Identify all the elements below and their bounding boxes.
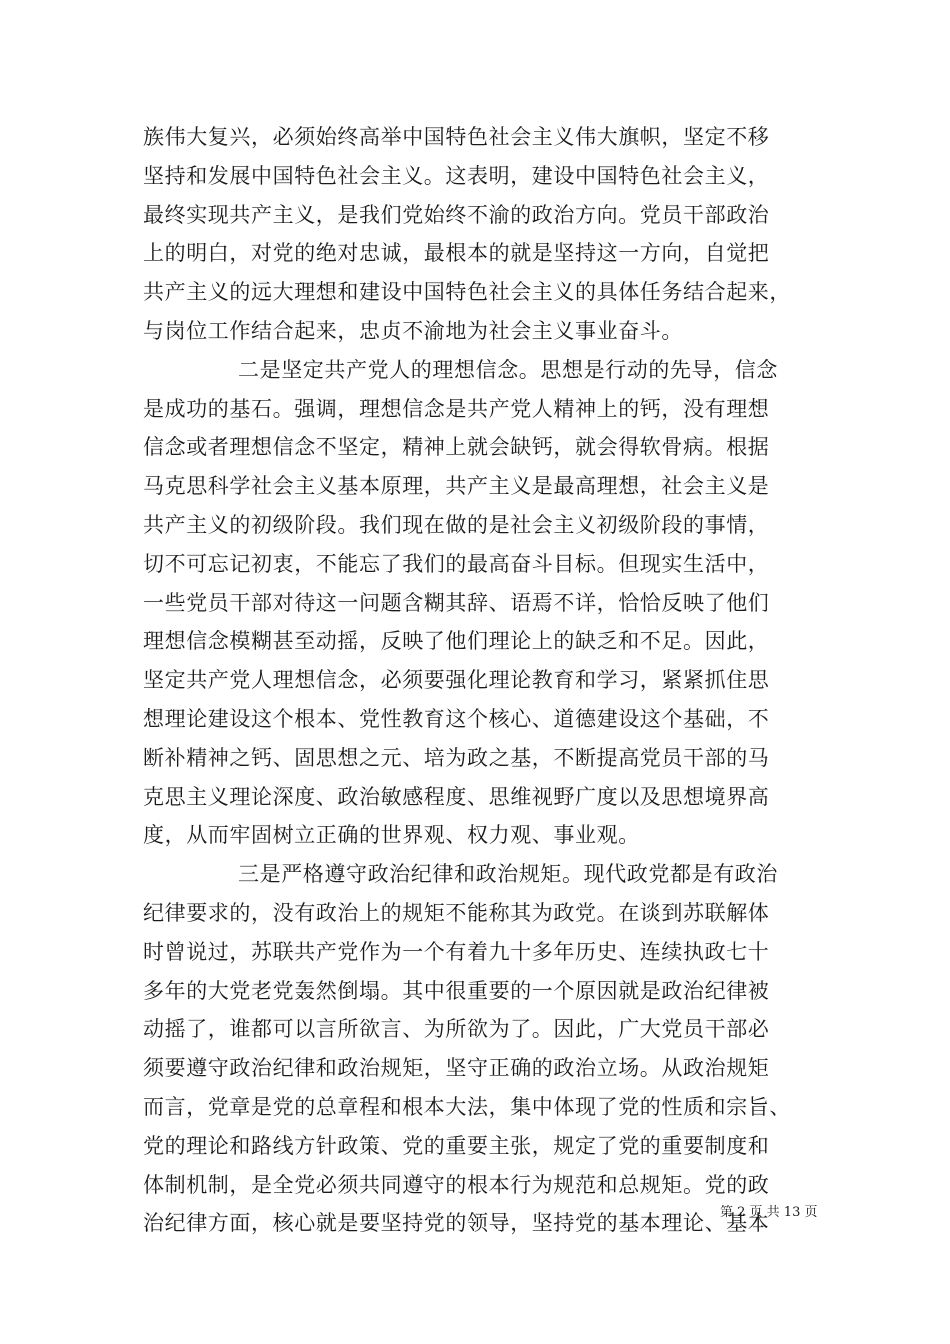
text-line: 多年的大党老党轰然倒塌。其中很重要的一个原因就是政治纪律被	[143, 978, 770, 1003]
text-line: 切不可忘记初衷，不能忘了我们的最高奋斗目标。但现实生活中，	[143, 551, 770, 576]
text-line: 是成功的基石。强调，理想信念是共产党人精神上的钙，没有理想	[143, 396, 770, 421]
text-line: 坚定共产党人理想信念，必须要强化理论教育和学习，紧紧抓住思	[143, 668, 770, 693]
text-line: 体制机制，是全党必须共同遵守的根本行为规范和总规矩。党的政	[143, 1172, 770, 1197]
text-line: 度，从而牢固树立正确的世界观、权力观、事业观。	[143, 823, 640, 848]
text-line: 克思主义理论深度、政治敏感程度、思维视野广度以及思想境界高	[143, 784, 770, 809]
text-line: 马克思科学社会主义基本原理，共产主义是最高理想，社会主义是	[143, 474, 770, 499]
text-line: 与岗位工作结合起来，忠贞不渝地为社会主义事业奋斗。	[143, 318, 683, 343]
text-line: 坚持和发展中国特色社会主义。这表明，建设中国特色社会主义，	[143, 163, 770, 188]
text-line: 信念或者理想信念不坚定，精神上就会缺钙，就会得软骨病。根据	[143, 435, 770, 460]
text-line: 断补精神之钙、固思想之元、培为政之基，不断提高党员干部的马	[143, 745, 770, 770]
page-number: 第 2 页 共 13 页	[720, 1205, 818, 1220]
text-line: 共产主义的远大理想和建设中国特色社会主义的具体任务结合起来，	[143, 280, 791, 305]
text-line: 想理论建设这个根本、党性教育这个核心、道德建设这个基础，不	[143, 706, 770, 731]
text-line: 党的理论和路线方针政策、党的重要主张，规定了党的重要制度和	[143, 1133, 770, 1158]
text-line: 最终实现共产主义，是我们党始终不渝的政治方向。党员干部政治	[143, 202, 770, 227]
text-line: 理想信念模糊甚至动摇，反映了他们理论上的缺乏和不足。因此，	[143, 629, 770, 654]
text-line: 二是坚定共产党人的理想信念。思想是行动的先导，信念	[238, 357, 778, 382]
text-line: 族伟大复兴，必须始终高举中国特色社会主义伟大旗帜，坚定不移	[143, 125, 770, 149]
text-line: 须要遵守政治纪律和政治规矩，坚守正确的政治立场。从政治规矩	[143, 1056, 770, 1081]
text-line: 一些党员干部对待这一问题含糊其辞、语焉不详，恰恰反映了他们	[143, 590, 770, 615]
text-line: 治纪律方面，核心就是要坚持党的领导，坚持党的基本理论、基本	[143, 1211, 770, 1236]
text-line: 动摇了，谁都可以言所欲言、为所欲为了。因此，广大党员干部必	[143, 1017, 770, 1042]
text-line: 而言，党章是党的总章程和根本大法，集中体现了党的性质和宗旨、	[143, 1094, 791, 1119]
body-text	[143, 118, 823, 1243]
text-line: 三是严格遵守政治纪律和政治规矩。现代政党都是有政治	[238, 862, 778, 887]
text-line: 共产主义的初级阶段。我们现在做的是社会主义初级阶段的事情，	[143, 512, 770, 537]
text-line: 纪律要求的，没有政治上的规矩不能称其为政党。在谈到苏联解体	[143, 900, 770, 925]
text-line: 时曾说过，苏联共产党作为一个有着九十多年历史、连续执政七十	[143, 939, 770, 964]
text-line: 上的明白，对党的绝对忠诚，最根本的就是坚持这一方向，自觉把	[143, 241, 770, 266]
